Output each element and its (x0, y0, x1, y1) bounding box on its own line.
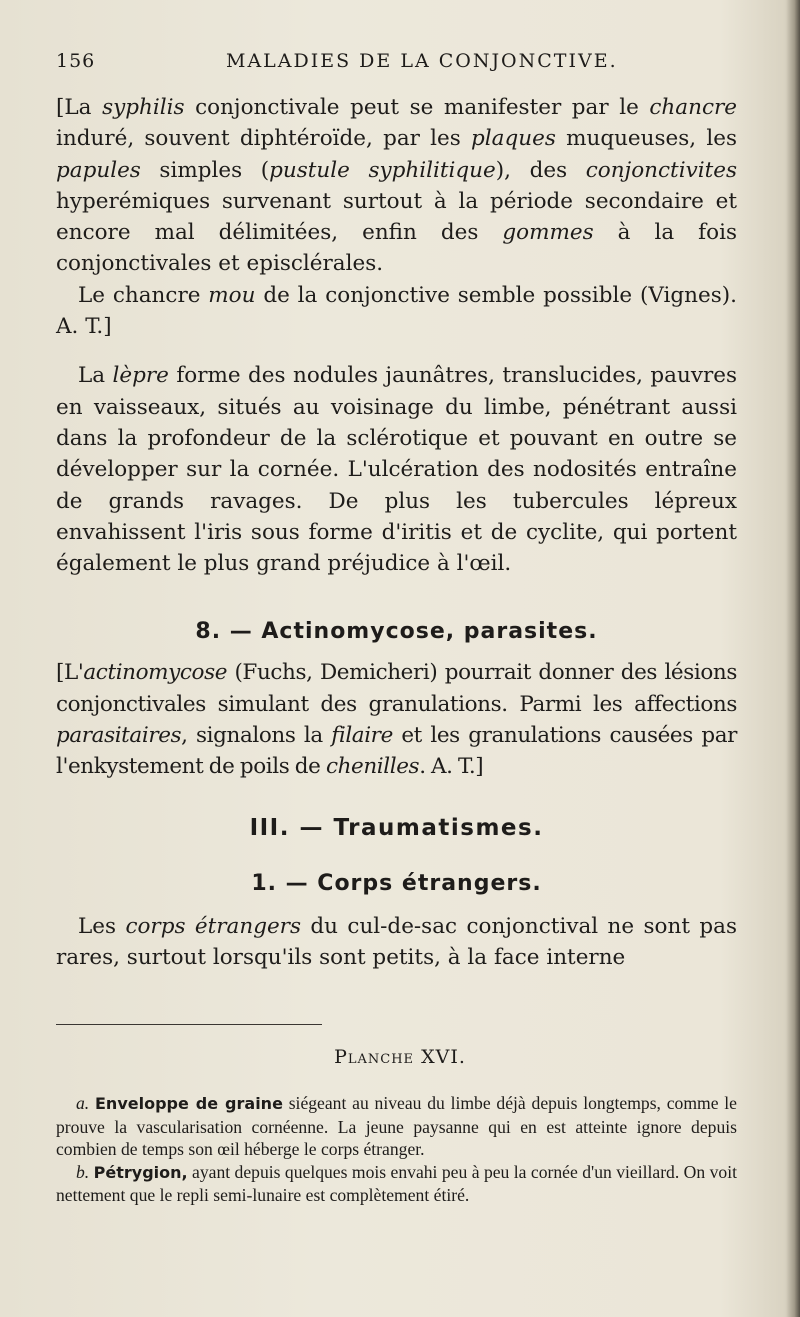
page-body (56, 92, 737, 973)
caption-a-label: a. (76, 1093, 90, 1113)
running-title: MALADIES DE LA CONJONCTIVE. (226, 50, 618, 72)
footnote-rule (56, 1024, 322, 1025)
section-heading-corps-etrangers: 1. — Corps étrangers. (251, 870, 542, 896)
caption-b-key: Pétrygion, (93, 1162, 188, 1182)
caption-a: a. Enveloppe de graine siégeant au niveau du limbe déjà depuis longtemps, comme le prouve la vascularisation cornéenne. La jeune paysanne qui en est atteinte ignore depuis combien de temps son œil héberge le corps étranger. (56, 1093, 737, 1159)
running-header (56, 50, 736, 78)
paragraph-corps-etrangers: Les corps étrangers du cul-de-sac conjonctival ne sont pas rares, surtout lorsqu'ils sont petits, à la face interne (56, 913, 737, 970)
paragraph-actinomycose: [L'actinomycose (Fuchs, Demicheri) pourrait donner des lésions conjonctivales simulant des granulations. Parmi les affections parasitaires, signalons la filaire et les granulations causées par l'enkystement de poils de chenilles. A. T.] (56, 660, 737, 780)
paragraph-lepre: La lèpre forme des nodules jaunâtres, translucides, pauvres en vaisseaux, situés au voisinage du limbe, pénétrant aussi dans la profondeur de la sclérotique et pouvant en outre se développer sur la cornée. L'ulcération des nodosités entraîne de grands ravages. De plus les tubercules lépreux envahissent l'iris sous forme d'iritis et de cyclite, qui portent également le plus grand préjudice à l'œil. (56, 363, 738, 577)
page-number: 156 (56, 50, 96, 72)
plate-captions (56, 1092, 737, 1207)
section-heading-actinomycose: 8. — Actinomycose, parasites. (195, 619, 598, 645)
caption-b: b. Pétrygion, ayant depuis quelques mois envahi peu à peu la cornée d'un vieillard. On voit nettement que le repli semi-lunaire est complètement étiré. (56, 1161, 737, 1205)
chapter-heading-traumatismes: III. — Traumatismes. (249, 814, 544, 841)
plate-caption-title: Planche XVI. (334, 1046, 466, 1068)
caption-a-key: Enveloppe de graine (95, 1094, 283, 1113)
page-edge-shadow (786, 0, 800, 1317)
paragraph-chancre-mou: Le chancre mou de la conjonctive semble possible (Vignes). A. T.] (56, 282, 737, 340)
paragraph-syphilis: [La syphilis conjonctivale peut se manifester par le chancre induré, souvent diphtéroïde, par les plaques muqueuses, les papules simples (pustule syphilitique), des conjonctivites hyperémiques survenant surtout à la période secondaire et encore mal délimitées, enfin des gommes à la fois conjonctivales et episclérales. (56, 95, 737, 277)
caption-b-label: b. (76, 1161, 90, 1182)
